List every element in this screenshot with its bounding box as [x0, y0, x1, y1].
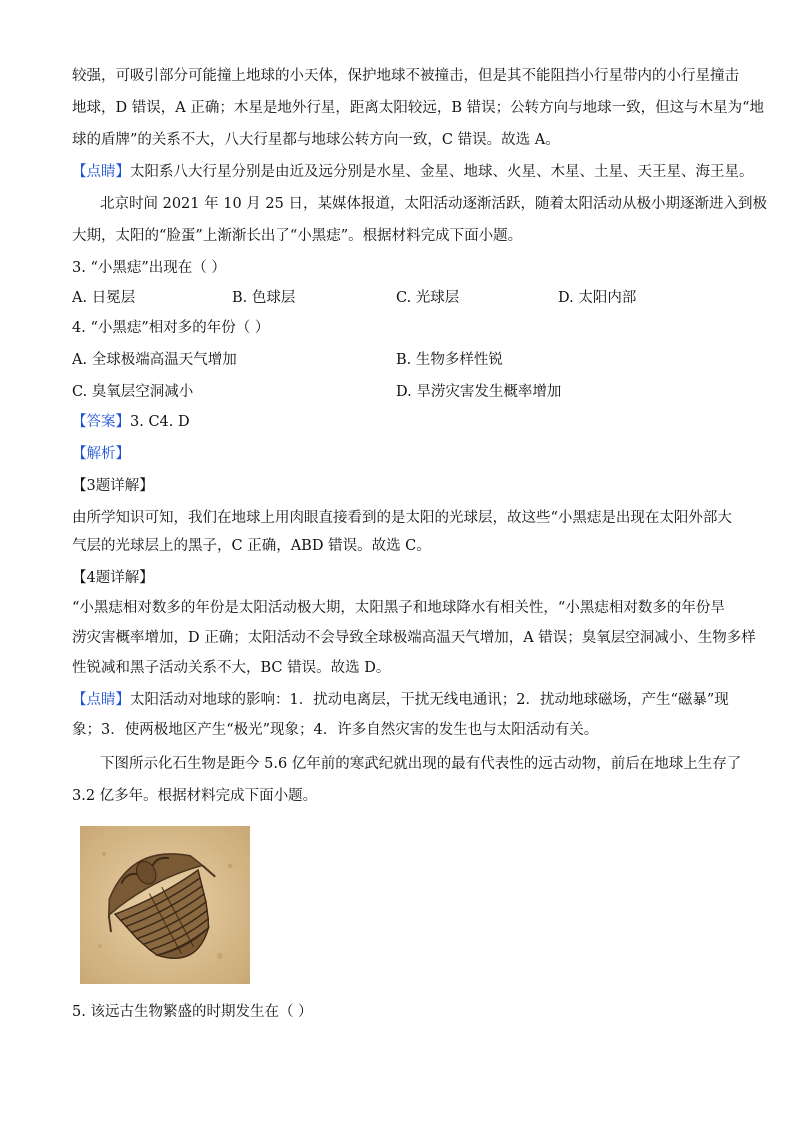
answer-tag: 【答案】 — [72, 414, 130, 430]
detail4-line: “小黑痣相对数多的年份是太阳活动极大期，太阳黑子和地球降水有相关性，“小黑痣相对数多的年份旱 — [72, 600, 725, 616]
dianjing-tag: 【点睛】 — [72, 164, 130, 180]
dianjing-tag: 【点睛】 — [72, 692, 130, 708]
trilobite-fossil-icon — [80, 826, 250, 984]
detail4-tag: 【4题详解】 — [72, 570, 154, 586]
q4-option-d: D. 旱涝灾害发生概率增加 — [396, 384, 562, 400]
q3-stem: 3. “小黑痣”出现在（ ） — [72, 260, 226, 276]
trilobite-fossil-image — [80, 826, 250, 984]
dianjing-1 — [72, 162, 754, 182]
dianjing-2 — [72, 690, 732, 710]
q4-option-b: B. 生物多样性锐 — [396, 352, 503, 368]
jiexi-tag: 【解析】 — [72, 446, 130, 462]
q3-option-d: D. 太阳内部 — [558, 290, 637, 306]
text-line: 球的盾牌”的关系不大，八大行星都与地球公转方向一致，C 错误。故选 A。 — [72, 132, 560, 148]
q3-option-c: C. 光球层 — [396, 290, 460, 306]
answer — [72, 412, 732, 432]
q3-option-b: B. 色球层 — [232, 290, 296, 306]
detail4-line: 涝灾害概率增加，D 正确；太阳活动不会导致全球极端高温天气增加，A 错误；臭氧层空洞减小、生物多样 — [72, 630, 756, 646]
q3-option-a: A. 日冕层 — [72, 290, 136, 306]
dianjing-2-text: 太阳活动对地球的影响：1．扰动电离层，干扰无线电通讯；2．扰动地球磁场，产生“磁暴”现 — [130, 692, 729, 708]
material-1-line: 北京时间 2021 年 10 月 25 日，某媒体报道，太阳活动逐渐活跃，随着太阳活动从极小期逐渐进入到极 — [100, 196, 767, 212]
q4-option-a: A. 全球极端高温天气增加 — [72, 352, 237, 368]
answer-text: 3. C4. D — [130, 414, 190, 430]
q5-stem: 5. 该远古生物繁盛的时期发生在（ ） — [72, 1004, 313, 1020]
detail3-tag: 【3题详解】 — [72, 478, 154, 494]
q4-stem: 4. “小黑痣”相对多的年份（ ） — [72, 320, 270, 336]
text-line: 地球，D 错误，A 正确；木星是地外行星，距离太阳较远，B 错误；公转方向与地球一致，但这与木星为“地 — [72, 100, 764, 116]
text-line: 较强，可吸引部分可能撞上地球的小天体，保护地球不被撞击，但是其不能阻挡小行星带内的小行星撞击 — [72, 68, 739, 84]
material-2-line: 3.2 亿多年。根据材料完成下面小题。 — [72, 788, 318, 804]
detail3-line: 气层的光球层上的黑子，C 正确，ABD 错误。故选 C。 — [72, 538, 431, 554]
dianjing-2-cont: 象；3．使两极地区产生“极光”现象；4．许多自然灾害的发生也与太阳活动有关。 — [72, 722, 599, 738]
material-2-line: 下图所示化石生物是距今 5.6 亿年前的寒武纪就出现的最有代表性的远古动物，前后在地球上生存了 — [100, 756, 742, 772]
dianjing-1-text: 太阳系八大行星分别是由近及远分别是水星、金星、地球、火星、木星、土星、天王星、海王星。 — [130, 164, 754, 180]
material-1-line: 大期，太阳的“脸蛋”上渐渐长出了“小黑痣”。根据材料完成下面小题。 — [72, 228, 523, 244]
detail4-line: 性锐减和黑子活动关系不大，BC 错误。故选 D。 — [72, 660, 391, 676]
q4-option-c: C. 臭氧层空洞减小 — [72, 384, 194, 400]
detail3-line: 由所学知识可知，我们在地球上用肉眼直接看到的是太阳的光球层，故这些“小黑痣是出现在太阳外部大 — [72, 510, 732, 526]
